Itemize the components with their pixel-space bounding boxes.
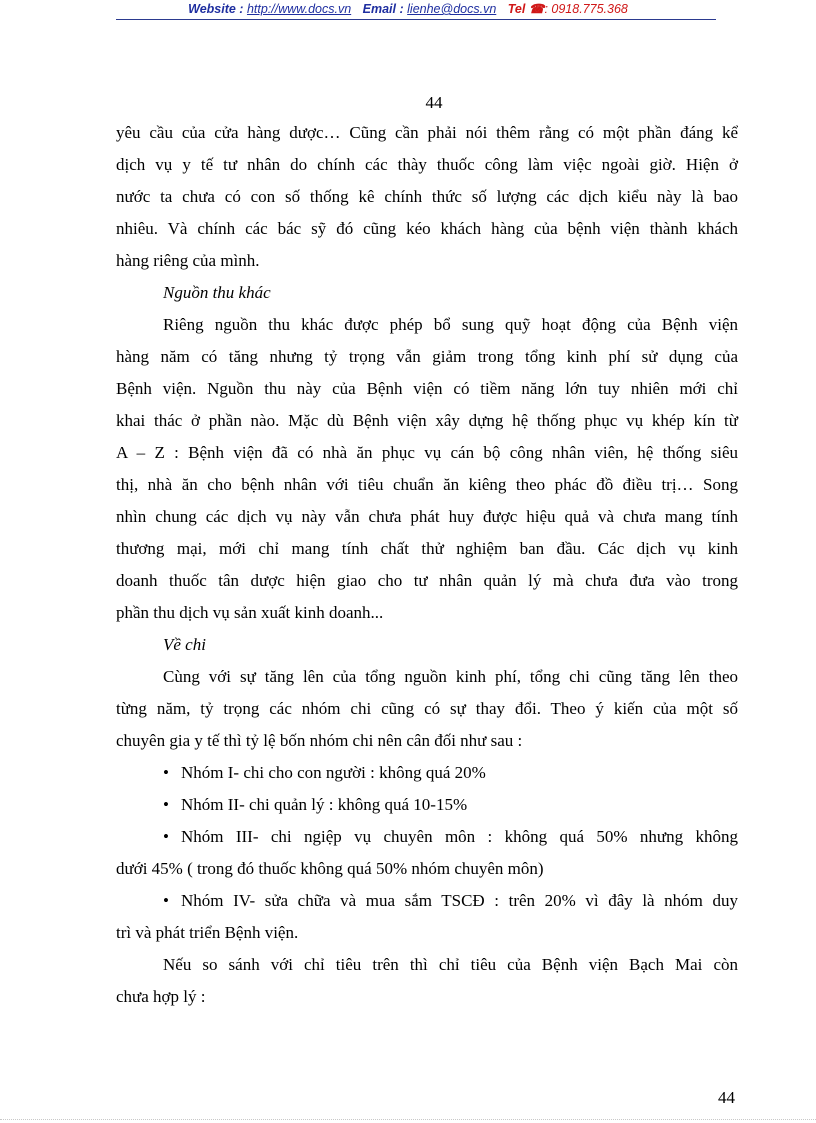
bullet-icon: • [163,827,169,846]
website-label: Website : [188,2,244,16]
text-line: dưới 45% ( trong đó thuốc không quá 50% nhóm chuyên môn) [116,859,544,878]
email-link[interactable]: lienhe@docs.vn [407,2,497,16]
text-line: dịch vụ y tế tư nhân do chính các thày thuốc công làm việc ngoài giờ. Hiện ở [116,155,738,174]
footer-divider [0,1119,816,1120]
text-line: A – Z : Bệnh viện đã có nhà ăn phục vụ cán bộ công nhân viên, hệ thống siêu [116,443,738,462]
page-number-bottom: 44 [718,1088,735,1107]
tel-label: Tel [507,2,526,16]
bullet-item: • Nhóm IV- sửa chữa và mua sắm TSCĐ : trên 20% vì đây là nhóm duy [116,885,738,917]
text-line: thương mại, mới chỉ mang tính chất thử nghiệm ban đầu. Các dịch vụ kinh [116,539,738,558]
text-line: yêu cầu của cửa hàng dược… Cũng cần phải nói thêm rằng có một phần đáng kể [116,123,738,142]
page-header [0,0,816,20]
text-line: nhìn chung các dịch vụ này vẫn chưa phát huy được hiệu quả và chưa mang tính [116,507,738,526]
bullet-item: • Nhóm II- chi quản lý : không quá 10-15% [116,789,738,821]
text-line: doanh thuốc tân dược hiện giao cho tư nhân quản lý mà chưa đưa vào trong [116,571,738,590]
text-line: phần thu dịch vụ sản xuất kinh doanh... [116,603,384,622]
text-line: thị, nhà ăn cho bệnh nhân với tiêu chuẩn ăn kiêng theo phác đồ điều trị… Song [116,475,738,494]
website-link[interactable]: http://www.docs.vn [246,2,352,16]
text-line: Bệnh viện. Nguồn thu này của Bệnh viện có tiềm năng lớn tuy nhiên mới chỉ [116,379,738,398]
bullet-item: • Nhóm III- chi ngiệp vụ chuyên môn : không quá 50% nhưng không [116,821,738,853]
text-line: nhiêu. Và chính các bác sỹ đó cũng kéo khách hàng của bệnh viện thành khách [116,219,738,238]
bullet-icon: • [163,891,169,910]
text-line: trì và phát triển Bệnh viện. [116,923,299,942]
text-line: chuyên gia y tế thì tỷ lệ bốn nhóm chi nên cân đối như sau : [116,731,523,750]
phone-icon: ☎ [528,2,545,16]
text-line: Cùng với sự tăng lên của tổng nguồn kinh phí, tổng chi cũng tăng lên theo [163,667,738,686]
text-line: Nếu so sánh với chỉ tiêu trên thì chỉ tiêu của Bệnh viện Bạch Mai còn [163,955,738,974]
header-divider [116,19,716,20]
text-line: hàng năm có tăng nhưng tỷ trọng vẫn giảm trong tổng kinh phí sử dụng của [116,347,738,366]
text-line: Riêng nguồn thu khác được phép bổ sung quỹ hoạt động của Bệnh viện [163,315,738,334]
text-line: từng năm, tỷ trọng các nhóm chi cũng có sự thay đổi. Theo ý kiến của một số [116,699,738,718]
text-line: hàng riêng của mình. [116,251,260,270]
tel-value: : 0918.775.368 [544,2,628,16]
bullet-icon: • [163,763,169,782]
section-heading: Nguồn thu khác [163,283,271,302]
text-line: khai thác ở phần nào. Mặc dù Bệnh viện xây dựng hệ thống phục vụ khép kín từ [116,411,738,430]
section-heading: Về chi [163,635,206,654]
page-number-top: 44 [425,93,443,112]
bullet-icon: • [163,795,169,814]
email-label: Email : [362,2,404,16]
text-line: chưa hợp lý : [116,987,206,1006]
text-line: nước ta chưa có con số thống kê chính thức số lượng các dịch kiểu này là bao [116,187,738,206]
bullet-item: • Nhóm I- chi cho con người : không quá 20% [116,757,738,789]
document-body [116,117,738,1013]
header-contact-line [0,1,816,16]
